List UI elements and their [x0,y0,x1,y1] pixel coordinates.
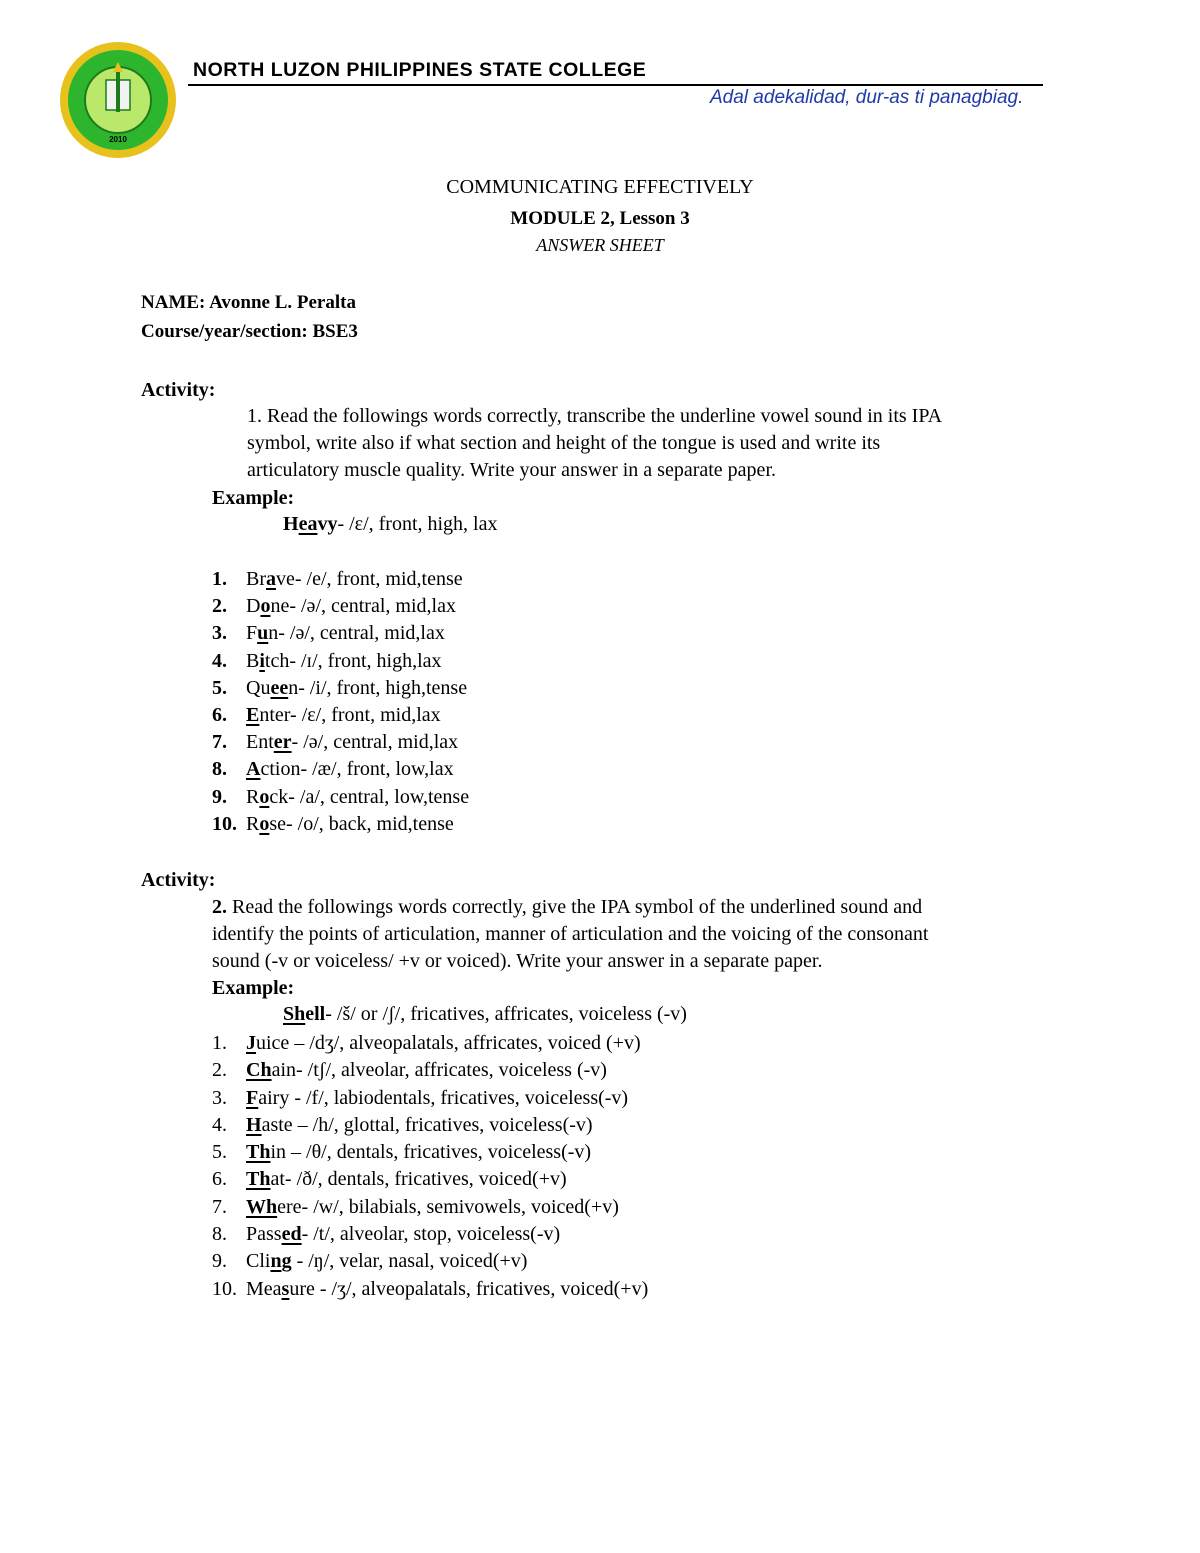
list-item: 6. That- /ð/, dentals, fricatives, voiced(+v) [212,1168,567,1191]
underlined-sound: o [259,785,270,808]
module-label: MODULE 2, Lesson 3 [510,208,690,229]
example-underlined-sound: Sh [283,1003,306,1025]
activity1-instructions [247,405,942,486]
list-item: 5. Queen- /i/, front, high,tense [212,676,468,699]
list-item: 7. Where- /w/, bilabials, semivowels, voiced(+v) [212,1195,619,1218]
example-word-part: vy [317,513,338,535]
activity2-heading: Activity: [141,869,216,891]
underlined-sound: A [246,758,261,781]
example-word-part: H [283,513,299,535]
activity1-instr-line: 1. Read the followings words correctly, transcribe the underline vowel sound in its IPA [247,405,943,427]
list-item: 3. Fun- /ə/, central, mid,lax [212,622,445,645]
underlined-sound: ee [270,676,289,699]
underlined-sound: Th [246,1168,271,1191]
list-item: 10. Measure - /ʒ/, alveopalatals, fricatives, voiced(+v) [212,1277,649,1300]
activity2-instr-line: identify the points of articulation, manner of articulation and the voicing of the consonant [212,923,929,945]
underlined-sound: a [266,568,276,590]
header-rule [188,84,1043,86]
list-item: 7. Enter- /ə/, central, mid,lax [212,731,459,754]
activity1-instr-line: articulatory muscle quality. Write your answer in a separate paper. [247,459,776,481]
underlined-sound: Th [246,1141,271,1164]
underlined-sound: Ch [246,1059,272,1082]
activity1-example [283,513,498,536]
underlined-sound: Wh [246,1195,278,1218]
seal-torch-handle [116,72,120,112]
list-item: 8. Action- /æ/, front, low,lax [212,758,454,781]
list-item: 9. Cling - /ŋ/, velar, nasal, voiced(+v) [212,1250,528,1273]
underlined-sound: E [246,703,260,726]
student-name: NAME: Avonne L. Peralta [141,292,356,313]
list-item: 6. Enter- /ɛ/, front, mid,lax [212,703,441,726]
activity2-example [283,1003,687,1026]
answer-sheet-label: ANSWER SHEET [536,235,664,255]
activity1-example-label: Example: [212,487,295,509]
activity1-heading: Activity: [141,379,216,401]
underlined-sound: H [246,1113,262,1136]
activity2-instr-line: sound (-v or voiceless/ +v or voiced). Write your answer in a separate paper. [212,950,823,972]
underlined-sound: ng [270,1250,292,1273]
college-name: NORTH LUZON PHILIPPINES STATE COLLEGE [193,59,647,81]
example-answer: - /š/ or /ʃ/, fricatives, affricates, voiceless (-v) [325,1003,687,1025]
example-word-part: ell [305,1003,326,1025]
list-item: 5. Thin – /θ/, dentals, fricatives, voiceless(-v) [212,1141,592,1164]
underlined-sound: F [246,1086,259,1109]
college-motto: Adal adekalidad, dur-as ti panagbiag. [710,87,1024,108]
activity2-list [212,1032,648,1305]
list-item: 10. Rose- /o/, back, mid,tense [212,812,454,835]
underlined-sound: o [260,595,271,618]
list-item: 2. Chain- /tʃ/, alveolar, affricates, voiceless (-v) [212,1059,607,1082]
underlined-sound: u [257,622,269,645]
student-course: Course/year/section: BSE3 [141,321,358,342]
underlined-sound: i [259,649,265,672]
underlined-sound: J [246,1032,256,1054]
underlined-sound: s [281,1277,290,1300]
list-item: 4. Haste – /h/, glottal, fricatives, voiceless(-v) [212,1113,593,1136]
seal-year: 2010 [109,135,127,144]
activity1-instr-line: symbol, write also if what section and height of the tongue is used and write its [247,432,881,454]
college-seal-logo [58,40,178,160]
list-item: 4. Bitch- /ɪ/, front, high,lax [212,649,442,672]
activity2-instructions [212,896,928,977]
list-item: 9. Rock- /a/, central, low,tense [212,785,470,808]
activity1-list [212,568,469,840]
example-answer: - /ɛ/, front, high, lax [337,513,498,535]
list-item: 1. Brave- /e/, front, mid,tense [212,568,463,590]
activity2-example-label: Example: [212,977,295,999]
underlined-sound: o [259,812,270,835]
list-item: 8. Passed- /t/, alveolar, stop, voiceless(-v) [212,1223,561,1246]
list-item: 2. Done- /ə/, central, mid,lax [212,595,456,618]
document-title: COMMUNICATING EFFECTIVELY [446,176,754,198]
list-item: 3. Fairy - /f/, labiodentals, fricatives, voiceless(-v) [212,1086,629,1109]
activity2-number: 2. [212,896,227,918]
underlined-sound: er [273,731,292,754]
activity2-instr-line: 2. Read the followings words correctly, give the IPA symbol of the underlined sound and [212,896,923,918]
example-underlined-sound: ea [298,513,318,535]
underlined-sound: ed [281,1223,302,1246]
list-item: 1. Juice – /dʒ/, alveopalatals, affricates, voiced (+v) [212,1032,641,1054]
